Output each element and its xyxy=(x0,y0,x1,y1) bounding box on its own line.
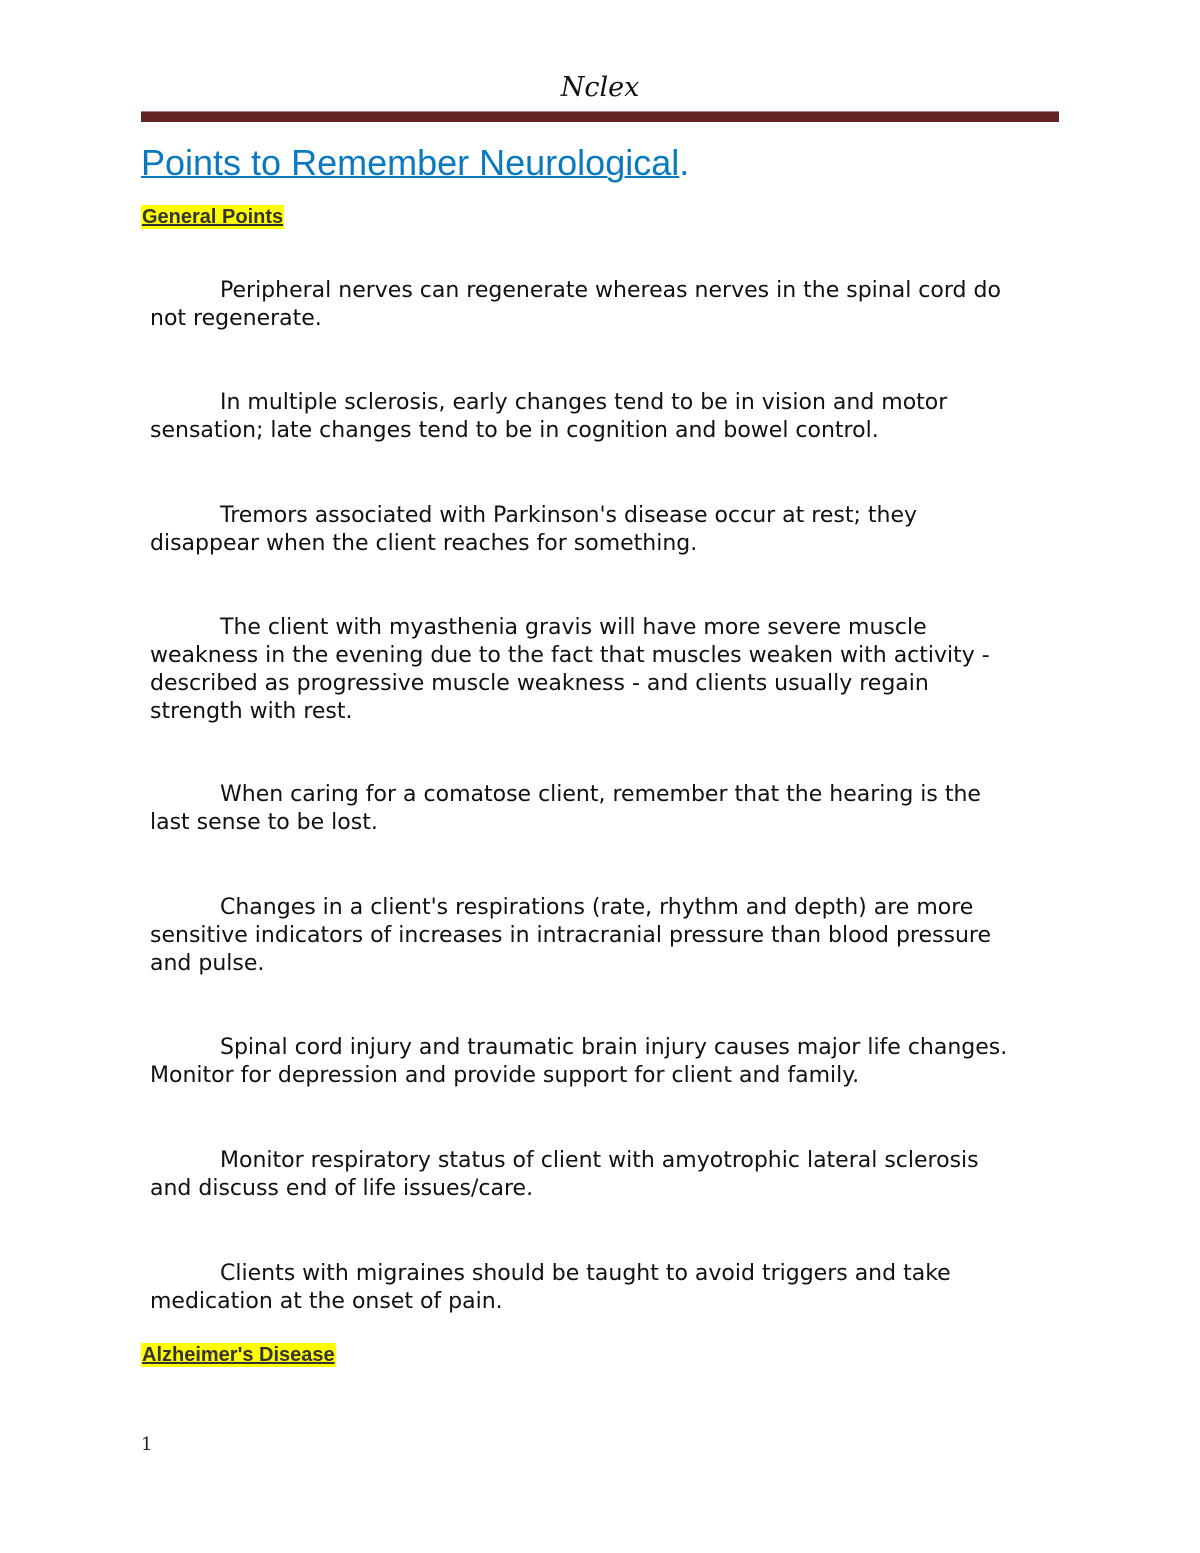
paragraph xyxy=(150,389,1090,445)
paragraph xyxy=(150,277,1090,333)
paragraph-line: medication at the onset of pain. xyxy=(150,1289,503,1314)
paragraph xyxy=(150,781,1090,837)
paragraph-line: and discuss end of life issues/care. xyxy=(150,1176,534,1201)
section-heading-alzheimers: Alzheimer's Disease xyxy=(142,1344,335,1366)
paragraph-line: not regenerate. xyxy=(150,306,322,331)
paragraph-line: Spinal cord injury and traumatic brain injury causes major life changes. xyxy=(220,1035,1008,1060)
paragraph-line: strength with rest. xyxy=(150,699,353,724)
title-period: . xyxy=(679,142,690,183)
section-heading-general-points: General Points xyxy=(142,206,284,228)
paragraph-line: Monitor for depression and provide support for client and family. xyxy=(150,1063,860,1088)
paragraph-line: Tremors associated with Parkinson's disease occur at rest; they xyxy=(220,503,917,528)
paragraph xyxy=(150,1260,1090,1316)
paragraph-line: When caring for a comatose client, remember that the hearing is the xyxy=(220,782,981,807)
paragraph-line: Changes in a client's respirations (rate, rhythm and depth) are more xyxy=(220,895,974,920)
header-rule xyxy=(141,111,1059,122)
paragraph xyxy=(150,1147,1090,1203)
paragraph-line: Monitor respiratory status of client with amyotrophic lateral sclerosis xyxy=(220,1148,979,1173)
paragraph-line: Clients with migraines should be taught to avoid triggers and take xyxy=(220,1261,951,1286)
paragraph-line: weakness in the evening due to the fact that muscles weaken with activity - xyxy=(150,643,990,668)
paragraph-line: In multiple sclerosis, early changes tend to be in vision and motor xyxy=(220,390,948,415)
page-header: Nclex xyxy=(560,72,640,103)
paragraph-line: sensation; late changes tend to be in cognition and bowel control. xyxy=(150,418,879,443)
document-title xyxy=(141,142,689,184)
paragraph-line: Peripheral nerves can regenerate whereas nerves in the spinal cord do xyxy=(220,278,1001,303)
paragraph-line: sensitive indicators of increases in intracranial pressure than blood pressure xyxy=(150,923,991,948)
paragraph xyxy=(150,1034,1090,1090)
paragraph-line: last sense to be lost. xyxy=(150,810,378,835)
paragraph-line: and pulse. xyxy=(150,951,265,976)
title-text: Points to Remember Neurological xyxy=(141,142,680,183)
paragraph-line: disappear when the client reaches for something. xyxy=(150,531,698,556)
paragraph xyxy=(150,894,1090,978)
paragraph xyxy=(150,614,1090,726)
paragraph-line: The client with myasthenia gravis will have more severe muscle xyxy=(220,615,927,640)
paragraph xyxy=(150,502,1090,558)
paragraph-line: described as progressive muscle weakness - and clients usually regain xyxy=(150,671,929,696)
page-number: 1 xyxy=(141,1434,153,1455)
